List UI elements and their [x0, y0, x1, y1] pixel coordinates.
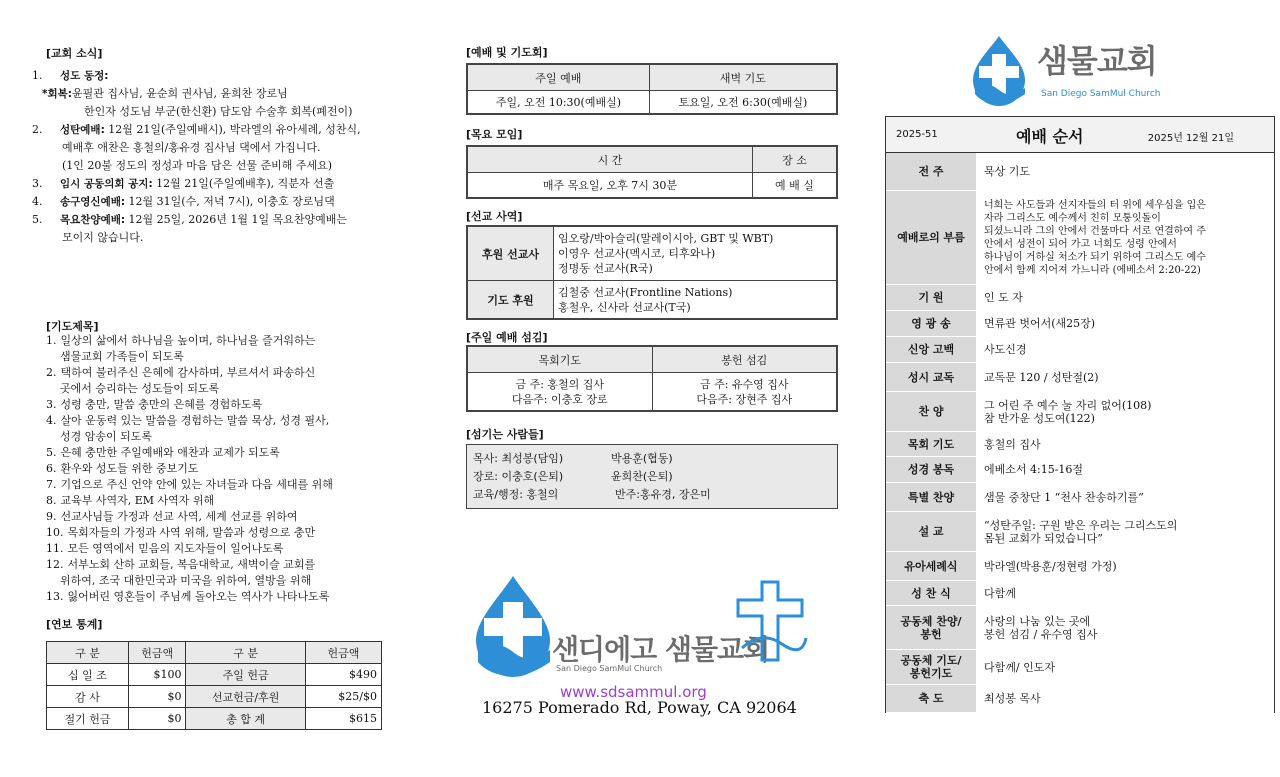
order-row: [886, 392, 1274, 432]
stats-header-cell: 헌금액: [305, 642, 381, 664]
prayer-num: 6.: [46, 462, 57, 475]
servers-title: [섬기는 사람들]: [466, 428, 544, 441]
prayer-text: 환우와 성도들 위한 중보기도: [60, 462, 199, 475]
prayer-text: 택하여 불러주신 은혜에 감사하며, 부르셔서 파송하신: [60, 366, 316, 379]
order-label: 유아세례식: [886, 552, 976, 580]
order-value-line: 다함께/ 인도자: [984, 660, 1055, 674]
order-value-line: 최성봉 목사: [984, 692, 1041, 705]
order-row: [886, 432, 1274, 457]
mission-table: [466, 225, 838, 320]
service-sunday-time: 주일, 오전 10:30(예배실): [468, 91, 650, 114]
order-value: [976, 191, 1274, 284]
order-value: [976, 337, 1274, 362]
thursday-header-place: 장 소: [752, 147, 836, 173]
order-value: [976, 153, 1274, 190]
order-row: [886, 512, 1274, 552]
order-value: [976, 552, 1274, 580]
order-row: [886, 483, 1274, 512]
order-header: [886, 117, 1274, 153]
prayer-text: 잃어버린 영혼들이 주님께 돌아오는 역사가 나타나도록: [67, 590, 330, 603]
order-label: 성 찬 식: [886, 581, 976, 605]
prayer-num: 11.: [46, 542, 64, 555]
stats-cell: 절기 헌금: [47, 708, 129, 730]
prayer-cont: 샘물교회 가족들이 되도록: [60, 350, 184, 363]
order-value: [976, 606, 1274, 649]
news-list: [32, 67, 406, 247]
order-date: 2025년 12월 21일: [1147, 133, 1234, 144]
service-table: [466, 63, 838, 115]
order-row: [886, 650, 1274, 685]
prayer-item: [46, 461, 406, 477]
order-value-line: 안에서 성전이 되어 가고 너희도 성령 안에서: [984, 238, 1177, 250]
prayer-num: 10.: [46, 526, 64, 539]
mission-label-prayer: 기도 후원: [468, 281, 554, 319]
news-item: [32, 67, 406, 85]
order-value-line: 안에서 함께 지어져 가느니라 (에베소서 2:20-22): [984, 264, 1201, 276]
order-label: 특별 찬양: [886, 483, 976, 511]
order-row: [886, 457, 1274, 483]
prayer-num: 7.: [46, 478, 57, 491]
order-value-line: 그 어린 주 예수 눌 자리 없어(108): [984, 398, 1152, 412]
mission-line: 이영우 선교사(멕시코, 티후와나): [558, 247, 716, 260]
order-row: [886, 552, 1274, 581]
order-value: [976, 392, 1274, 431]
prayer-item: [46, 333, 406, 349]
service-dawn-time: 토요일, 오전 6:30(예배실): [649, 91, 836, 114]
order-value-line: 봉헌 섬김 / 유수영 집사: [984, 627, 1098, 641]
order-value-line: 박라엘(박용훈/정현령 가정): [984, 559, 1117, 573]
serving-offering-next: 다음주: 장현주 집사: [696, 392, 793, 406]
prayer-text: 살아 운동력 있는 말씀을 경험하는 말씀 묵상, 성경 필사,: [60, 414, 330, 427]
news-title: [교회 소식]: [46, 47, 103, 60]
prayer-num: 2.: [46, 366, 57, 379]
order-row: [886, 285, 1274, 311]
stats-header-cell: 구 분: [186, 642, 305, 664]
stats-cell: $0: [128, 708, 186, 730]
order-value-line: 너희는 사도들과 선지자들의 터 위에 세우심을 입은: [984, 199, 1206, 211]
stats-cell: $0: [128, 686, 186, 708]
serving-prayer-next: 다음주: 이충호 장로: [511, 392, 608, 406]
order-value: [976, 581, 1274, 605]
order-value: [976, 311, 1274, 336]
order-label: 성시 교독: [886, 363, 976, 391]
prayer-cont: 곳에서 승리하는 성도들이 되도록: [60, 382, 220, 395]
order-row: [886, 311, 1274, 337]
stats-cell: 십 일 조: [47, 664, 129, 686]
prayer-cont: 성경 암송이 되도록: [60, 430, 153, 443]
news-text: 예배후 애찬은 홍철의/홍유경 집사님 댁에서 가집니다.: [62, 141, 321, 154]
order-label: 설 교: [886, 512, 976, 551]
order-value: [976, 512, 1274, 551]
news-text: 12월 25일, 2026년 1월 1일 목요찬양예배는: [125, 213, 348, 226]
order-value-line: 에베소서 4:15-16절: [984, 463, 1084, 476]
order-value-line: 면류관 벗어서(새25장): [984, 317, 1096, 330]
mission-label-support: 후원 선교사: [468, 227, 554, 281]
service-header-sunday: 주일 예배: [468, 65, 650, 91]
cross-icon: [732, 578, 808, 664]
stats-header-cell: 헌금액: [128, 642, 186, 664]
order-value: [976, 685, 1274, 712]
order-value-line: 자라 그리스도 예수께서 친히 모퉁잇돌이: [984, 212, 1161, 224]
order-label: 성경 봉독: [886, 457, 976, 482]
order-row: [886, 685, 1274, 713]
order-row: [886, 337, 1274, 363]
order-value: [976, 363, 1274, 391]
news-label: 목요찬양예배:: [60, 214, 126, 226]
prayer-num: 3.: [46, 398, 57, 411]
order-label: 공동체 찬양/ 봉헌: [886, 606, 976, 649]
stats-cell: 감 사: [47, 686, 129, 708]
serving-header-prayer: 목회기도: [468, 347, 653, 373]
news-item: [46, 103, 406, 121]
mission-line: 홍철우, 신사라 선교사(T국): [558, 300, 691, 314]
news-item: [42, 85, 406, 103]
order-label: 축 도: [886, 685, 976, 712]
thursday-table: [466, 145, 838, 199]
issue-number: 2025-51: [896, 129, 938, 140]
prayer-text: 은혜 충만한 주일예배와 애찬과 교제가 되도록: [60, 446, 280, 459]
offering-stats-table: [46, 641, 382, 730]
order-label: 찬 양: [886, 392, 976, 431]
prayer-text: 서부노회 산하 교회들, 복음대학교, 새벽이슬 교회를: [67, 558, 316, 571]
order-value-line: 하나님이 거하실 처소가 되기 위하여 그리스도 예수: [984, 251, 1206, 263]
order-value-line: 다함께: [984, 586, 1016, 600]
stats-cell: 총 합 계: [186, 708, 305, 730]
news-num: 3.: [32, 177, 43, 190]
order-value-line: 교독문 120 / 성탄절(2): [984, 370, 1099, 384]
stats-row: [47, 686, 382, 708]
service-header-dawn: 새벽 기도: [649, 65, 836, 91]
stats-cell: $615: [305, 708, 381, 730]
order-value-line: 몸된 교회가 되었습니다”: [984, 531, 1103, 545]
service-title: [예배 및 기도회]: [466, 46, 548, 59]
prayer-item: [46, 365, 406, 381]
news-text: (1인 20불 정도의 정성과 마음 담은 선물 준비해 주세요): [62, 159, 333, 172]
thursday-time: 매주 목요일, 오후 7시 30분: [468, 173, 753, 198]
order-value-line: “성탄주일: 구원 받은 우리는 그리스도의: [984, 518, 1178, 532]
news-text: 윤필관 집사님, 윤순희 권사님, 윤희찬 장로님: [71, 87, 288, 100]
order-label: 기 원: [886, 285, 976, 310]
news-num: 4.: [32, 195, 43, 208]
order-value-line: 인 도 자: [984, 291, 1023, 304]
news-item: [46, 157, 406, 175]
prayer-text: 일상의 삶에서 하나님을 높이며, 하나님을 즐거워하는: [60, 334, 316, 347]
order-value-line: 사도신경: [984, 343, 1027, 356]
news-text: 12월 31일(수, 저녁 7시), 이충호 장로님댁: [125, 195, 335, 208]
news-item: [32, 211, 406, 229]
order-label: 신앙 고백: [886, 337, 976, 362]
order-value-line: 사랑의 나눔 있는 곳에: [984, 614, 1091, 628]
news-item: [46, 139, 406, 157]
stats-cell: $490: [305, 664, 381, 686]
order-value-line: 묵상 기도: [984, 165, 1031, 178]
serving-title: [주일 예배 섬김]: [466, 331, 548, 344]
prayer-num: 4.: [46, 414, 57, 427]
stats-title: [연보 통계]: [46, 618, 103, 631]
server-assoc: 박용훈(협동): [611, 452, 673, 465]
prayer-num: 8.: [46, 494, 57, 507]
serving-prayer-this: 금 주: 홍철의 집사: [515, 377, 605, 391]
thursday-title: [목요 모임]: [466, 128, 523, 141]
prayer-item: [46, 413, 406, 429]
order-row: [886, 606, 1274, 650]
serving-header-offering: 봉헌 섬김: [652, 347, 837, 373]
order-label: 목회 기도: [886, 432, 976, 456]
prayer-num: 9.: [46, 510, 57, 523]
order-label: 영 광 송: [886, 311, 976, 336]
stats-cell: 주일 헌금: [186, 664, 305, 686]
order-value: [976, 483, 1274, 511]
servers-box: [466, 444, 838, 509]
order-value-line: 참 반가운 성도여(122): [984, 411, 1095, 425]
prayer-item: [46, 541, 406, 557]
prayer-item: [46, 509, 406, 525]
church-name: 샘물교회: [1037, 42, 1157, 80]
prayer-title: [기도제목]: [46, 320, 99, 333]
order-label: 예배로의 부름: [886, 191, 976, 284]
server-elder: 장로: 이충호(은퇴): [473, 470, 564, 483]
prayer-item: [46, 493, 406, 509]
order-row: [886, 191, 1274, 285]
church-address: 16275 Pomerado Rd, Poway, CA 92064: [482, 698, 797, 717]
prayer-cont: 위하여, 조국 대한민국과 미국을 위하여, 열방을 위해: [60, 574, 312, 587]
order-value: [976, 432, 1274, 456]
news-num: 1.: [32, 69, 43, 82]
order-value-line: 샘물 중창단 1 “천사 찬송하기를”: [984, 490, 1144, 504]
stats-row: [47, 664, 382, 686]
news-label: 임시 공동의회 공지:: [60, 178, 153, 190]
stats-cell: $100: [128, 664, 186, 686]
church-logo-icon: [969, 34, 1029, 106]
news-text: 모이지 않습니다.: [62, 231, 144, 244]
logo-name: 샌디에고 샘물교회: [552, 633, 770, 666]
order-value-line: 되셨느니라 그의 안에서 건물마다 서로 연결하여 주: [984, 225, 1206, 237]
logo-sub: San Diego SamMul Church: [556, 664, 663, 673]
prayer-item: [46, 445, 406, 461]
news-item: [46, 229, 406, 247]
prayer-item: [46, 557, 406, 573]
prayer-list: [46, 333, 406, 605]
prayer-num: 1.: [46, 334, 57, 347]
prayer-num: 12.: [46, 558, 64, 571]
church-url[interactable]: www.sdsammul.org: [560, 683, 707, 701]
prayer-item: [46, 525, 406, 541]
news-label: *회복:: [42, 88, 72, 100]
prayer-num: 5.: [46, 446, 57, 459]
prayer-text: 모든 영역에서 믿음의 지도자들이 일어나도록: [67, 542, 284, 555]
mission-line: 정명동 선교사(R국): [558, 262, 653, 275]
news-label: 성탄예배:: [60, 124, 105, 136]
thursday-header-time: 시 간: [468, 147, 753, 173]
news-label: 성도 동정:: [60, 70, 109, 82]
serving-table: [466, 345, 838, 412]
church-sub: San Diego SamMul Church: [1041, 89, 1161, 99]
news-text: 한인자 성도님 부군(한신환) 담도암 수술후 회복(폐전이): [84, 105, 353, 118]
mission-title: [선교 사역]: [466, 210, 523, 223]
server-pastor: 목사: 최성봉(담임): [473, 452, 564, 465]
server-accompanist: 반주:홍유경, 장은미: [615, 488, 711, 501]
order-value-line: 홍철의 집사: [984, 437, 1041, 451]
stats-header-cell: 구 분: [47, 642, 129, 664]
order-label: 전 주: [886, 153, 976, 190]
order-value: [976, 457, 1274, 482]
mission-line: 김철중 선교사(Frontline Nations): [558, 285, 733, 299]
thursday-place: 예 배 실: [752, 173, 836, 198]
order-rows: [886, 153, 1274, 713]
stats-cell: 선교헌금/후원: [186, 686, 305, 708]
prayer-text: 기업으로 주신 언약 안에 있는 자녀들과 다음 세대를 위해: [60, 478, 333, 491]
prayer-item: [46, 477, 406, 493]
worship-order-table: [885, 116, 1275, 713]
prayer-item: [46, 397, 406, 413]
news-item: [32, 193, 406, 211]
prayer-num: 13.: [46, 590, 64, 603]
stats-row: [47, 708, 382, 730]
mission-line: 임오랑/박아슬리(말레이시아, GBT 및 WBT): [558, 232, 774, 245]
server-education: 교육/행정: 홍철의: [473, 488, 559, 501]
prayer-text: 선교사님들 가정과 선교 사역, 세계 선교를 위하여: [60, 510, 298, 523]
water-drop-logo-icon: [470, 572, 556, 680]
news-item: [32, 175, 406, 193]
order-title: 예배 순서: [1016, 127, 1084, 146]
order-row: [886, 363, 1274, 392]
order-label: 공동체 기도/ 봉헌기도: [886, 650, 976, 684]
prayer-text: 교육부 사역자, EM 사역자 위해: [60, 494, 215, 507]
prayer-item: [46, 589, 406, 605]
stats-cell: $25/$0: [305, 686, 381, 708]
order-row: [886, 581, 1274, 606]
news-item: [32, 121, 406, 139]
news-label: 송구영신예배:: [60, 196, 126, 208]
order-row: [886, 153, 1274, 191]
server-elder2: 윤희찬(은퇴): [611, 470, 673, 483]
news-num: 2.: [32, 123, 43, 136]
news-num: 5.: [32, 213, 43, 226]
news-text: 12월 21일(주일예배시), 박라엘의 유아세례, 성찬식,: [104, 123, 361, 136]
order-value: [976, 285, 1274, 310]
prayer-text: 성령 충만, 말씀 충만의 은혜를 경험하도록: [60, 398, 263, 411]
prayer-text: 목회자들의 가정과 사역 위해, 말씀과 성령으로 충만: [67, 526, 316, 539]
serving-offering-this: 금 주: 유수영 집사: [699, 377, 789, 391]
news-text: 12월 21일(주일예배후), 직분자 선출: [152, 177, 335, 190]
order-value: [976, 650, 1274, 684]
